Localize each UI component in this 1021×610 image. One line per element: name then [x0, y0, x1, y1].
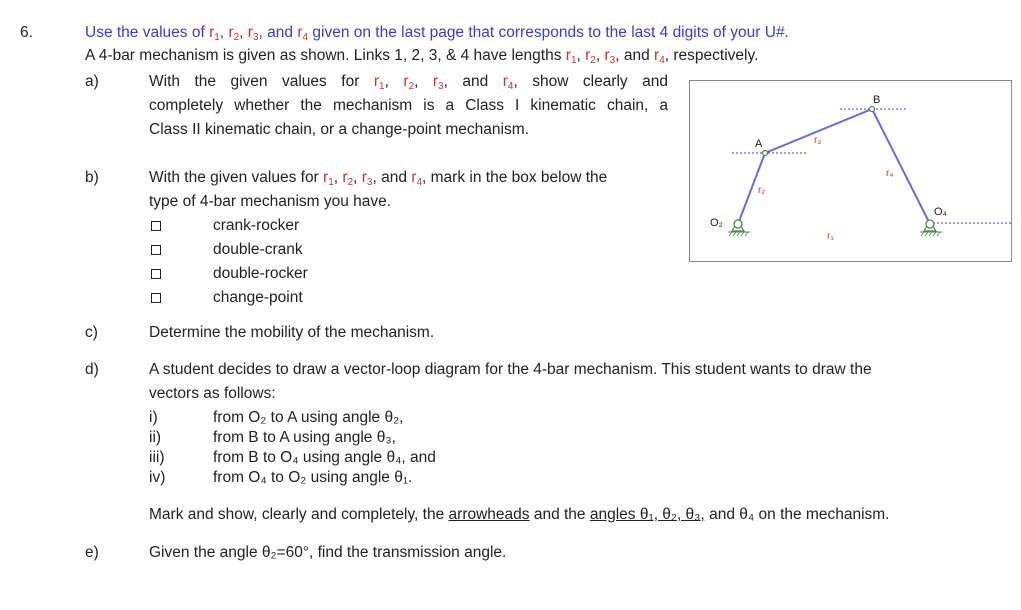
intro-prefix: Use the values of	[85, 24, 210, 41]
label-r1: r₁	[827, 231, 834, 242]
part-e-label: e)	[85, 544, 99, 561]
part-a-line1: With the given values for $r_1$, $r_2$, $r_3$, and $r_4$, show clearly and	[149, 73, 668, 92]
label-r4: r₄	[886, 168, 894, 179]
vector-item-text: from O₄ to O₂ using angle θ₁.	[213, 469, 413, 486]
option-crank-rocker: crank-rocker	[213, 217, 300, 234]
label-r3: r₃	[814, 135, 822, 146]
vector-item-number: i)	[149, 409, 158, 426]
option-double-rocker: double-rocker	[213, 265, 308, 282]
part-c-label: c)	[85, 324, 98, 341]
label-O2: O₂	[710, 217, 723, 229]
ground-pivot-O2	[728, 220, 750, 236]
label-A: A	[755, 138, 763, 150]
joint-B	[870, 107, 875, 112]
ground-pivot-O4	[920, 220, 942, 236]
part-a-label: a)	[85, 73, 99, 90]
mechanism-description: A 4-bar mechanism is given as shown. Links 1, 2, 3, & 4 have lengths $r_1$, $r_2$, $r_3$, and $r_4$, respectively.	[85, 47, 759, 66]
vector-item-number: ii)	[149, 429, 162, 446]
checkbox-crank-rocker[interactable]	[151, 221, 161, 231]
part-d-instruction: Mark and show, clearly and completely, the arrowheads and the angles θ₁, θ₂, θ₃, and θ₄ on the mechanism.	[149, 506, 890, 523]
part-d-label: d)	[85, 361, 99, 378]
vector-item-number: iv)	[149, 469, 166, 486]
intro-line: Use the values of $r_1$, $r_2$, $r_3$, and $r_4$ given on the last page that corresponds to the last 4 digits of your U#.	[85, 24, 789, 43]
joint-A	[763, 151, 768, 156]
part-c-text: Determine the mobility of the mechanism.	[149, 324, 435, 341]
part-d-line2: vectors as follows:	[149, 385, 276, 402]
vector-item-number: iii)	[149, 449, 165, 466]
vector-item-text: from B to O₄ using angle θ₄, and	[213, 449, 436, 466]
label-r2: r₂	[758, 185, 766, 196]
part-e-text: Given the angle θ₂=60°, find the transmission angle.	[149, 544, 507, 561]
option-double-crank: double-crank	[213, 241, 303, 258]
link-4	[872, 109, 930, 224]
checkbox-double-crank[interactable]	[151, 245, 161, 255]
label-B: B	[873, 94, 881, 106]
part-b-line2: type of 4-bar mechanism you have.	[149, 193, 392, 210]
intro-suffix: given on the last page that corresponds to the last 4 digits of your U#.	[308, 24, 789, 41]
four-bar-mechanism-figure	[689, 80, 1012, 262]
mechanism-diagram	[690, 81, 1011, 261]
vector-item-text: from O₂ to A using angle θ₂,	[213, 409, 404, 426]
vector-item-text: from B to A using angle θ₃,	[213, 429, 396, 446]
link-3	[765, 109, 872, 153]
option-change-point: change-point	[213, 289, 303, 306]
part-d-line1: A student decides to draw a vector-loop diagram for the 4-bar mechanism. This student wants to draw the	[149, 361, 872, 378]
part-a-line2: completely whether the mechanism is a Class I kinematic chain, a	[149, 97, 668, 114]
question-number: 6.	[20, 24, 33, 41]
checkbox-double-rocker[interactable]	[151, 269, 161, 279]
part-b-line1: With the given values for $r_1$, $r_2$, $r_3$, and $r_4$, mark in the box below the	[149, 169, 608, 188]
part-b-label: b)	[85, 169, 99, 186]
part-a-line3: Class II kinematic chain, or a change-point mechanism.	[149, 121, 529, 138]
label-O4: O₄	[934, 206, 948, 218]
checkbox-change-point[interactable]	[151, 293, 161, 303]
